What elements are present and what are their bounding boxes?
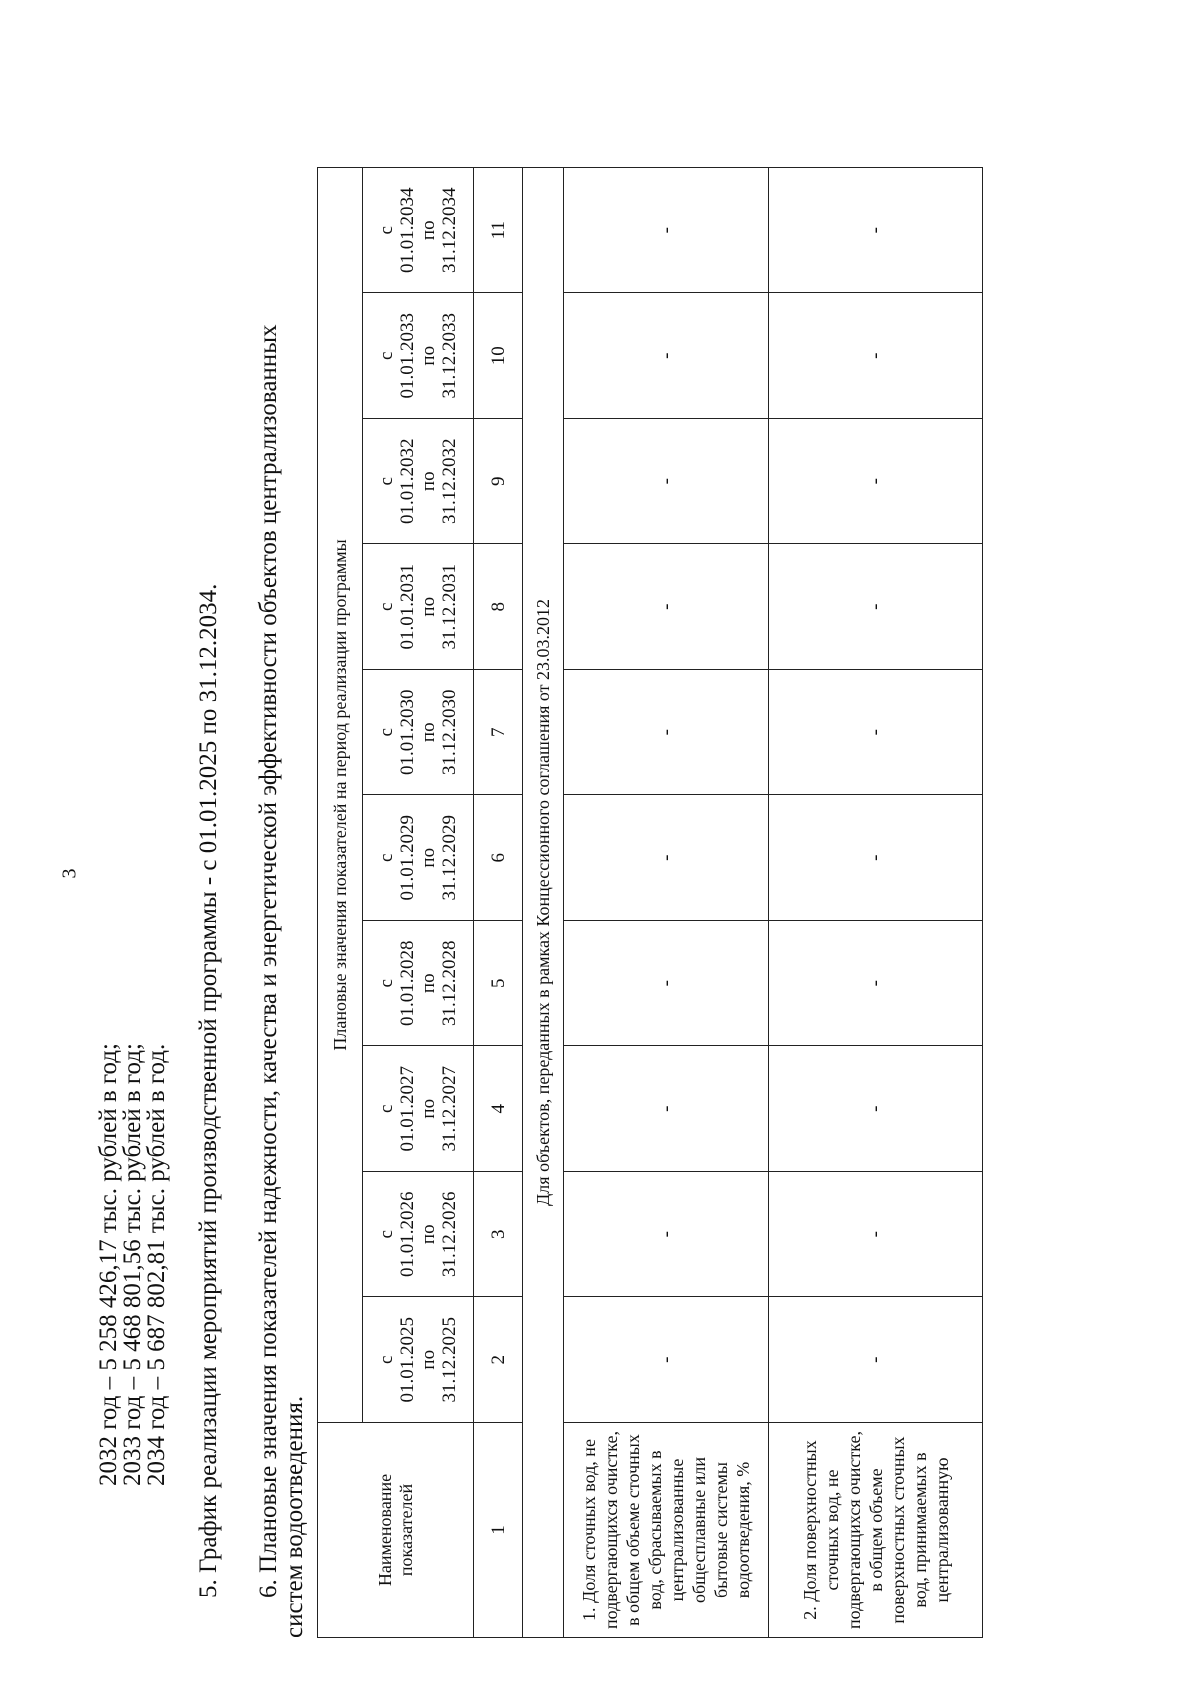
period-to: по	[418, 847, 439, 868]
indicator-value: -	[564, 419, 769, 545]
indicator-value: -	[769, 293, 983, 419]
period-to: по	[418, 345, 439, 366]
period-to: по	[418, 1349, 439, 1370]
period-start: 01.01.2029	[397, 815, 418, 901]
indicator-value: -	[564, 293, 769, 419]
period-end: 31.12.2028	[439, 940, 460, 1026]
header-planned-values: Плановые значения показателей на период реализации программы	[318, 167, 363, 1422]
period-from: с	[376, 979, 397, 988]
period-start: 01.01.2030	[397, 689, 418, 775]
period-end: 31.12.2029	[439, 815, 460, 901]
indicator-value: -	[769, 1297, 983, 1423]
period-end: 31.12.2025	[439, 1317, 460, 1403]
period-from: с	[376, 602, 397, 611]
period-start: 01.01.2032	[397, 438, 418, 524]
period-end: 31.12.2030	[439, 689, 460, 775]
period-header-cell	[363, 167, 474, 293]
indicator-value: -	[769, 795, 983, 921]
period-header-cell	[363, 1172, 474, 1298]
period-to: по	[418, 1098, 439, 1119]
indicator-value: -	[564, 167, 769, 293]
indicator-value: -	[769, 1172, 983, 1298]
period-end: 31.12.2027	[439, 1066, 460, 1152]
period-from: с	[376, 477, 397, 486]
concession-span-row: Для объектов, переданных в рамках Концессионного соглашения от 23.03.2012	[523, 167, 564, 1637]
column-number: 8	[474, 544, 523, 670]
column-number: 9	[474, 419, 523, 545]
period-start: 01.01.2028	[397, 940, 418, 1026]
indicator-value: -	[769, 419, 983, 545]
period-to: по	[418, 1224, 439, 1245]
page-number: 3	[58, 868, 81, 879]
column-number: 1	[474, 1423, 523, 1638]
period-from: с	[376, 728, 397, 737]
period-start: 01.01.2034	[397, 187, 418, 273]
column-number: 3	[474, 1172, 523, 1298]
rotated-page-content	[95, 158, 1085, 1638]
period-header-cell	[363, 1297, 474, 1423]
column-number: 7	[474, 670, 523, 796]
period-header-cell	[363, 670, 474, 796]
period-start: 01.01.2033	[397, 313, 418, 399]
column-number: 4	[474, 1046, 523, 1172]
column-number-row	[474, 167, 523, 1637]
period-start: 01.01.2031	[397, 564, 418, 650]
period-header-cell	[363, 1046, 474, 1172]
section-6-heading-cont: систем водоотведения.	[281, 1395, 308, 1638]
column-number: 10	[474, 293, 523, 419]
column-number: 2	[474, 1297, 523, 1423]
intro-line-2034: 2034 год – 5 687 802,81 тыс. рублей в год.	[143, 1043, 170, 1486]
period-to: по	[418, 471, 439, 492]
indicator-value: -	[564, 921, 769, 1047]
period-from: с	[376, 351, 397, 360]
indicator-value: -	[564, 1297, 769, 1423]
period-header-cell	[363, 419, 474, 545]
indicator-value: -	[564, 1172, 769, 1298]
period-to: по	[418, 973, 439, 994]
period-end: 31.12.2032	[439, 438, 460, 524]
indicator-value: -	[769, 167, 983, 293]
period-end: 31.12.2031	[439, 564, 460, 650]
period-header-row	[363, 167, 474, 1637]
period-to: по	[418, 722, 439, 743]
period-from: с	[376, 1355, 397, 1364]
column-number: 5	[474, 921, 523, 1047]
period-start: 01.01.2025	[397, 1317, 418, 1403]
section-6-heading: 6. Плановые значения показателей надежности, качества и энергетической эффективности объектов централизованных	[255, 324, 282, 1598]
indicator-value: -	[564, 670, 769, 796]
column-number: 11	[474, 167, 523, 293]
table-row	[769, 167, 983, 1637]
period-header-cell	[363, 293, 474, 419]
period-start: 01.01.2027	[397, 1066, 418, 1152]
period-header-cell	[363, 921, 474, 1047]
period-end: 31.12.2033	[439, 313, 460, 399]
period-from: с	[376, 853, 397, 862]
period-end: 31.12.2034	[439, 187, 460, 273]
period-header-cell	[363, 544, 474, 670]
indicator-value: -	[769, 670, 983, 796]
table-row	[564, 167, 769, 1637]
indicator-value: -	[769, 921, 983, 1047]
indicator-value: -	[769, 544, 983, 670]
column-number: 6	[474, 795, 523, 921]
period-to: по	[418, 596, 439, 617]
period-from: с	[376, 1230, 397, 1239]
indicator-name: 2. Доля поверхностных сточных вод, не подвергающихся очистке, в общем объеме поверхностных сточных вод, принимаемых в централизованную	[769, 1423, 983, 1638]
indicator-value: -	[564, 1046, 769, 1172]
indicator-name: 1. Доля сточных вод, не подвергающихся очистке, в общем объеме сточных вод, сбрасываемых в централизованные общесплавные или бытовые системы водоотведения, %	[564, 1423, 769, 1638]
indicator-value: -	[564, 544, 769, 670]
period-start: 01.01.2026	[397, 1191, 418, 1277]
intro-line-2033: 2033 год – 5 468 801,56 тыс. рублей в год;	[119, 1043, 146, 1486]
section-5-heading: 5. График реализации мероприятий производственной программы - с 01.01.2025 по 31.12.2034.	[195, 583, 222, 1598]
header-indicator-name: Наименование показателей	[318, 1423, 474, 1638]
indicator-value: -	[769, 1046, 983, 1172]
period-end: 31.12.2026	[439, 1191, 460, 1277]
period-from: с	[376, 1104, 397, 1113]
period-header-cell	[363, 795, 474, 921]
indicator-value: -	[564, 795, 769, 921]
indicators-table	[317, 167, 983, 1638]
period-to: по	[418, 220, 439, 241]
intro-line-2032: 2032 год – 5 258 426,17 тыс. рублей в год;	[95, 1043, 122, 1486]
period-from: с	[376, 226, 397, 235]
